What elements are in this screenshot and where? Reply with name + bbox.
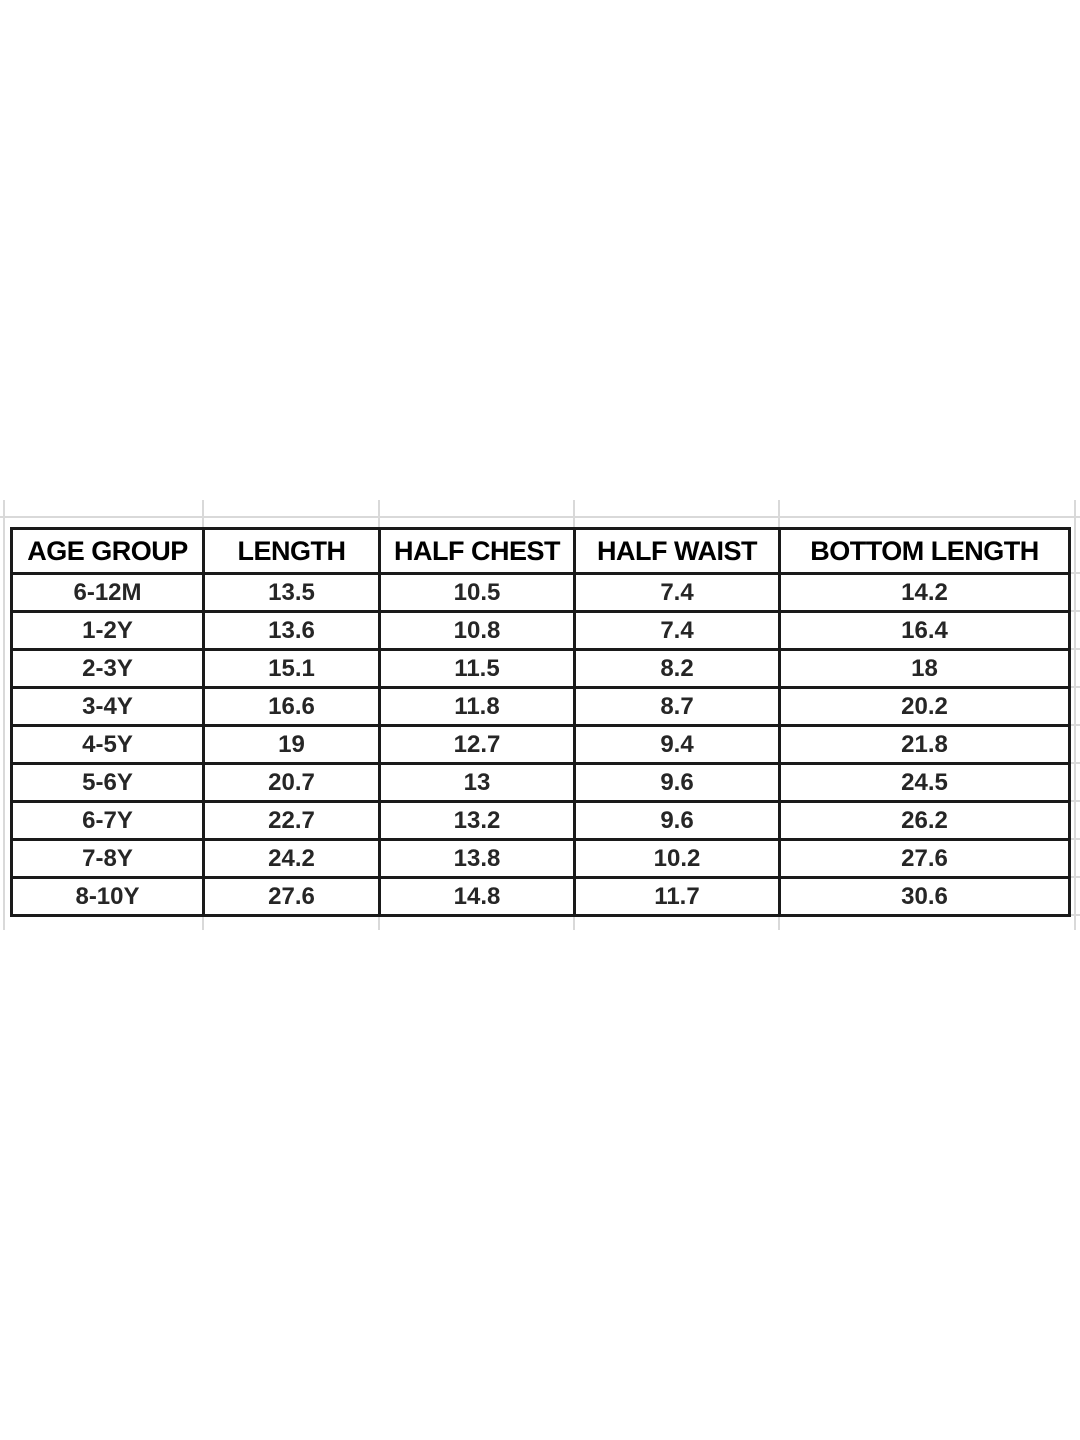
- cell-length: 24.2: [204, 840, 380, 878]
- column-header-bottom-length: BOTTOM LENGTH: [780, 529, 1070, 574]
- cell-half-waist: 7.4: [575, 612, 780, 650]
- gridline-vertical-left: [3, 500, 5, 930]
- gridline-stub-below: [778, 916, 780, 930]
- cell-age-group: 7-8Y: [12, 840, 204, 878]
- column-header-half-waist: HALF WAIST: [575, 529, 780, 574]
- cell-length: 13.6: [204, 612, 380, 650]
- cell-bottom-length: 30.6: [780, 878, 1070, 916]
- cell-half-waist: 7.4: [575, 574, 780, 612]
- gridline-stub-below: [202, 916, 204, 930]
- cell-half-chest: 13: [380, 764, 575, 802]
- cell-half-waist: 10.2: [575, 840, 780, 878]
- cell-age-group: 3-4Y: [12, 688, 204, 726]
- cell-half-waist: 9.4: [575, 726, 780, 764]
- cell-bottom-length: 14.2: [780, 574, 1070, 612]
- cell-length: 20.7: [204, 764, 380, 802]
- gridline-stub-above: [202, 500, 204, 527]
- cell-age-group: 5-6Y: [12, 764, 204, 802]
- cell-length: 13.5: [204, 574, 380, 612]
- cell-length: 22.7: [204, 802, 380, 840]
- cell-half-waist: 8.7: [575, 688, 780, 726]
- cell-half-chest: 10.5: [380, 574, 575, 612]
- cell-half-chest: 13.2: [380, 802, 575, 840]
- column-header-age-group: AGE GROUP: [12, 529, 204, 574]
- table-row: [12, 574, 1070, 612]
- column-header-length: LENGTH: [204, 529, 380, 574]
- cell-bottom-length: 16.4: [780, 612, 1070, 650]
- table-row: [12, 878, 1070, 916]
- cell-half-waist: 8.2: [575, 650, 780, 688]
- cell-half-chest: 14.8: [380, 878, 575, 916]
- table-row: [12, 688, 1070, 726]
- cell-age-group: 6-12M: [12, 574, 204, 612]
- cell-bottom-length: 24.5: [780, 764, 1070, 802]
- cell-half-waist: 9.6: [575, 802, 780, 840]
- table-body: [12, 574, 1070, 916]
- column-header-half-chest: HALF CHEST: [380, 529, 575, 574]
- header-row: [12, 529, 1070, 574]
- cell-length: 19: [204, 726, 380, 764]
- cell-half-chest: 12.7: [380, 726, 575, 764]
- gridline-stub-below: [378, 916, 380, 930]
- cell-bottom-length: 20.2: [780, 688, 1070, 726]
- cell-bottom-length: 27.6: [780, 840, 1070, 878]
- cell-half-chest: 10.8: [380, 612, 575, 650]
- cell-age-group: 1-2Y: [12, 612, 204, 650]
- cell-half-waist: 9.6: [575, 764, 780, 802]
- cell-bottom-length: 21.8: [780, 726, 1070, 764]
- cell-half-chest: 11.5: [380, 650, 575, 688]
- cell-half-chest: 13.8: [380, 840, 575, 878]
- gridline-horizontal-above: [0, 516, 1080, 518]
- cell-age-group: 8-10Y: [12, 878, 204, 916]
- cell-length: 15.1: [204, 650, 380, 688]
- gridline-vertical-right: [1074, 500, 1076, 930]
- gridline-stub-above: [378, 500, 380, 527]
- gridline-stub-above: [778, 500, 780, 527]
- gridline-stub-below: [573, 916, 575, 930]
- cell-age-group: 4-5Y: [12, 726, 204, 764]
- cell-bottom-length: 18: [780, 650, 1070, 688]
- cell-half-waist: 11.7: [575, 878, 780, 916]
- cell-age-group: 6-7Y: [12, 802, 204, 840]
- table-row: [12, 726, 1070, 764]
- gridline-stub-above: [573, 500, 575, 527]
- table-row: [12, 764, 1070, 802]
- cell-half-chest: 11.8: [380, 688, 575, 726]
- table-row: [12, 802, 1070, 840]
- table-row: [12, 840, 1070, 878]
- size-chart-table: [10, 527, 1071, 917]
- cell-length: 16.6: [204, 688, 380, 726]
- table-row: [12, 612, 1070, 650]
- cell-bottom-length: 26.2: [780, 802, 1070, 840]
- cell-length: 27.6: [204, 878, 380, 916]
- cell-age-group: 2-3Y: [12, 650, 204, 688]
- table-row: [12, 650, 1070, 688]
